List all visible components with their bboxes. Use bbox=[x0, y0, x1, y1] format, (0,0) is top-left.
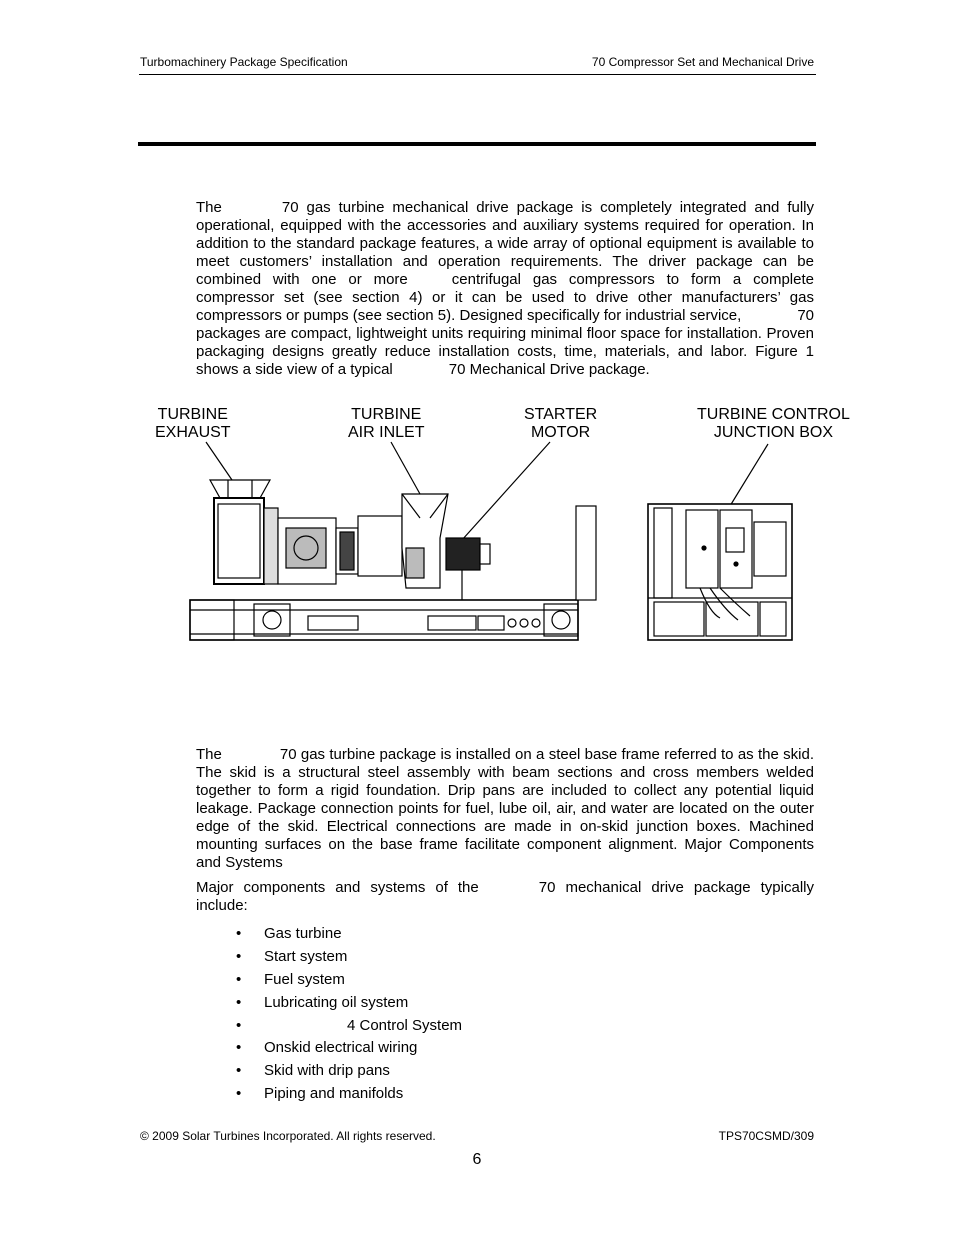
intro-paragraph bbox=[196, 199, 814, 379]
intro-text: 70 gas turbine mechanical drive package is completely integrated and fully operational, equipped with the accessories and auxiliary systems required for operation. In addition to the standard package features, a wide array of optional equipment is available to meet customers’ installation and operation requirements. The driver package can be combined with one or more bbox=[196, 199, 814, 288]
intro-word: The bbox=[196, 199, 222, 216]
intro-text-4: 70 Mechanical Drive package. bbox=[448, 361, 650, 378]
footer-doc-id: TPS70CSMD/309 bbox=[718, 1129, 814, 1143]
components-intro: Major components and systems of the bbox=[196, 879, 479, 896]
components-text: 70 mechanical drive package typically include: bbox=[196, 879, 814, 914]
figure-package-side-view bbox=[140, 398, 880, 658]
list-item: • Piping and manifolds bbox=[236, 1083, 462, 1106]
components-list bbox=[236, 923, 462, 1106]
list-item: • Start system bbox=[236, 946, 462, 969]
skid-text: 70 gas turbine package is installed on a steel base frame referred to as the skid. The skid is a structural steel assembly with beam sections and cross members welded together to form a rigid foundation. Drip pans are included to collect any potential liquid leakage. Package connection points for fuel, lube oil, air, and water are located on the outer edge of the skid. Electrical connections are made in on-skid junction boxes. Machined mounting surfaces on the base frame facilitate component alignment. Major Components and Systems bbox=[196, 746, 814, 871]
header-title: Turbomachinery Package Specification bbox=[140, 55, 348, 69]
label-starter-motor: STARTER MOTOR bbox=[524, 406, 598, 441]
page-number: 6 bbox=[472, 1151, 482, 1168]
components-paragraph bbox=[196, 879, 814, 915]
label-turbine-air-inlet: TURBINE AIR INLET bbox=[348, 406, 425, 441]
list-item: • Fuel system bbox=[236, 969, 462, 992]
list-item: • Skid with drip pans bbox=[236, 1060, 462, 1083]
list-item: • Gas turbine bbox=[236, 923, 462, 946]
header-section: 70 Compressor Set and Mechanical Drive bbox=[591, 55, 814, 69]
label-control-junction-box: TURBINE CONTROL JUNCTION BOX bbox=[697, 406, 850, 441]
section-rule bbox=[138, 142, 816, 146]
header-rule bbox=[139, 74, 816, 75]
package-drawing bbox=[140, 398, 880, 658]
skid-paragraph bbox=[196, 746, 814, 872]
list-item: • Onskid electrical wiring bbox=[236, 1037, 462, 1060]
footer-copyright: © 2009 Solar Turbines Incorporated. All rights reserved. bbox=[140, 1129, 436, 1143]
intro-text-2: centrifugal gas compressors to form a complete compressor set (see section 4) or it can be used to drive other manufacturers’ gas compressors or pumps (see section 5). Designed specifically for industrial service, bbox=[196, 271, 814, 324]
label-turbine-exhaust: TURBINE EXHAUST bbox=[155, 406, 231, 441]
skid-word: The bbox=[196, 746, 222, 763]
list-item: • Lubricating oil system bbox=[236, 992, 462, 1015]
list-item: • 4 Control System bbox=[236, 1015, 462, 1038]
intro-text-3: 70 packages are compact, lightweight units requiring minimal floor space for installation. Proven packaging designs greatly reduce installation costs, time, materials, and labor. Figure 1 shows a side view of a typical bbox=[196, 307, 814, 378]
